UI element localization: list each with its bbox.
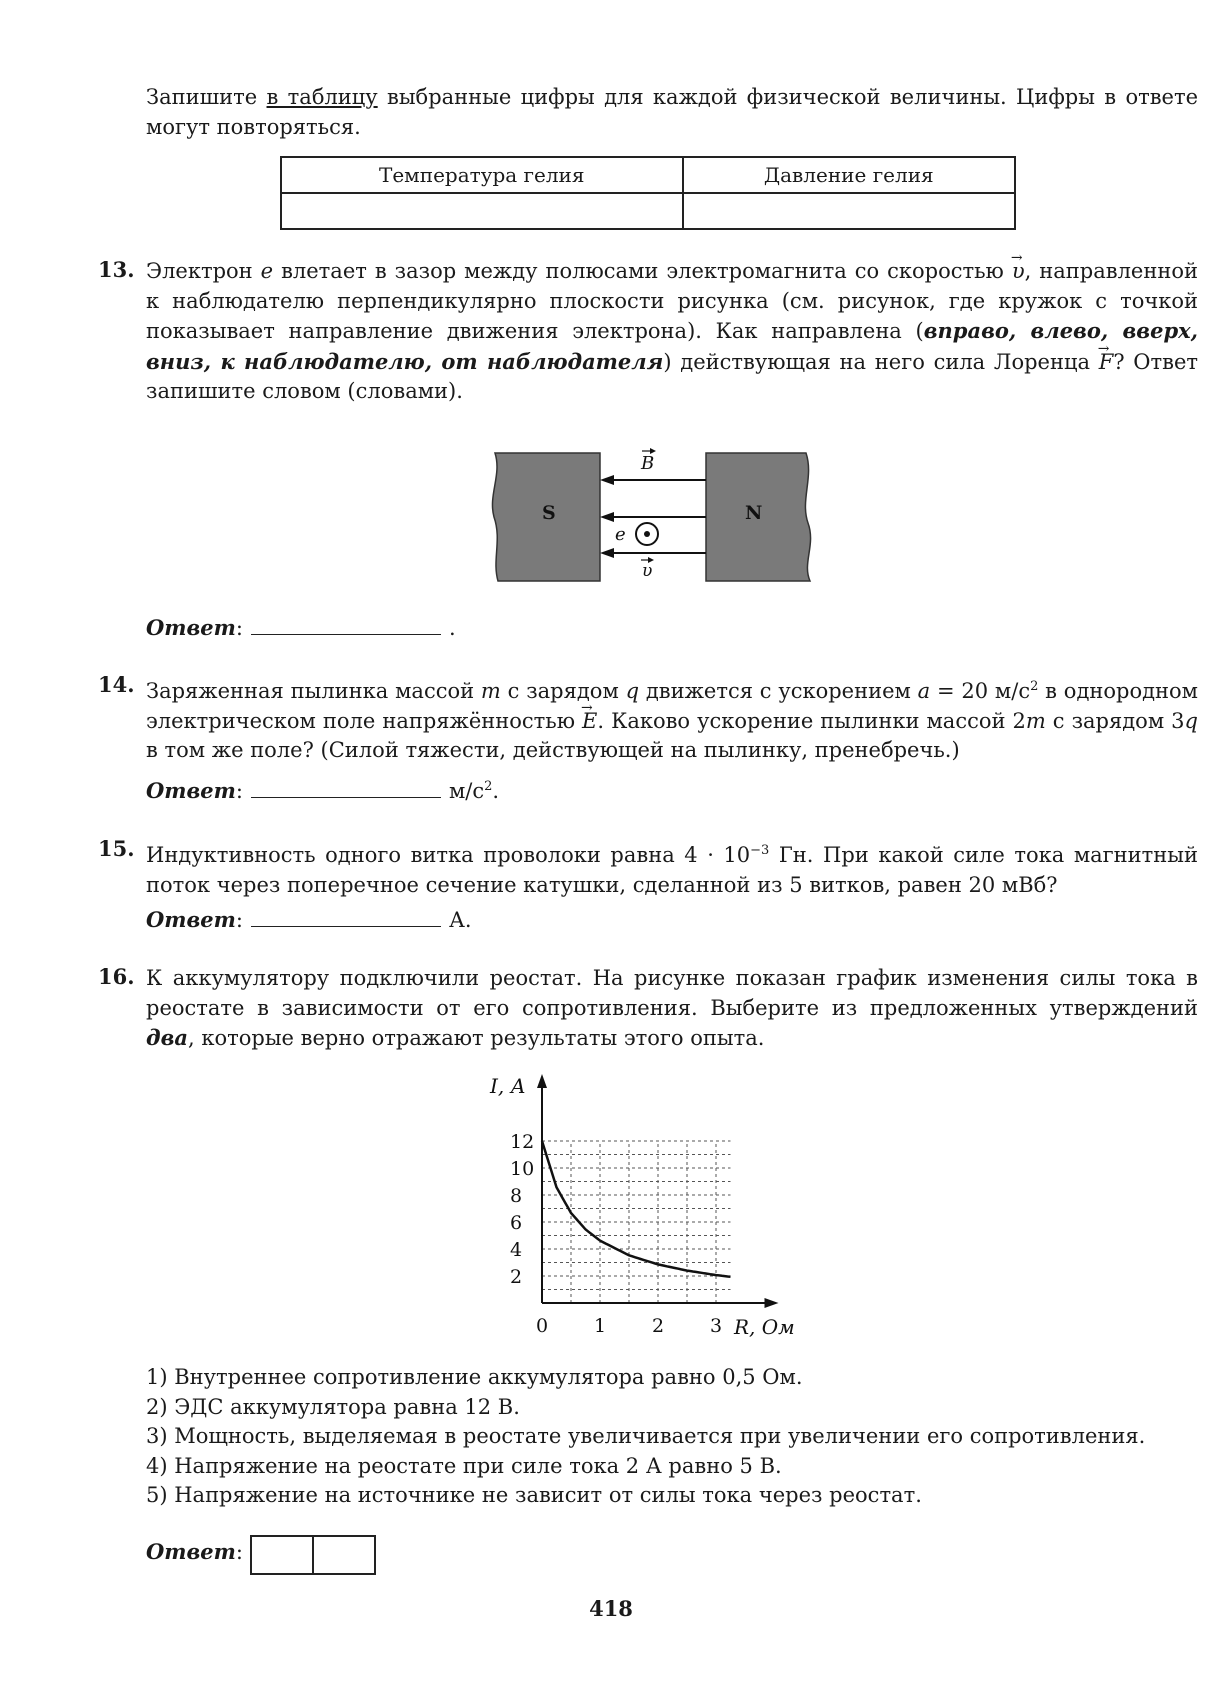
q15-answer-field[interactable]: [251, 906, 441, 927]
table-header-pressure: Давление гелия: [683, 157, 1015, 193]
field-b-label: B: [641, 453, 655, 474]
q16-option-1: 1) Внутреннее сопротивление аккумулятора равно 0,5 Ом.: [146, 1365, 803, 1389]
intro-text: Запишите в таблицу выбранные цифры для каждой физической величины. Цифры в ответе могут повторяться.: [146, 85, 1199, 139]
chart-grid: [542, 1141, 731, 1303]
q13-answer: Ответ: .: [146, 615, 456, 640]
q16-answer-box-1[interactable]: [250, 1535, 314, 1575]
chart-series-line: [542, 1141, 731, 1277]
x-axis-arrow: [765, 1298, 779, 1308]
pole-s-label: S: [542, 502, 556, 524]
electron-label: e: [615, 524, 626, 545]
q13-answer-field[interactable]: [251, 614, 441, 635]
q14-text: Заряженная пылинка массой m с зарядом q движется с ускорением a = 20 $м/с^2$ в однородном электрическом поле напряжённостью → E. Каково ускорение пылинки массой 2m с зарядом 3q в том же поле? (Силой тяжести, действующей на пылинку, пренебречь.): [146, 672, 1198, 766]
x-tick-label: 1: [594, 1315, 607, 1337]
table-header-temperature: Температура гелия: [281, 157, 683, 193]
q16-option-3: 3) Мощность, выделяемая в реостате увеличивается при увеличении его сопротивления.: [146, 1424, 1146, 1448]
q16-option-4: 4) Напряжение на реостате при силе тока 2 А равно 5 В.: [146, 1453, 782, 1478]
q16-chart: [480, 1070, 810, 1350]
q16-number: 16.: [98, 964, 135, 989]
y-tick-label: 4: [510, 1239, 523, 1261]
answer-table-12: [280, 156, 1016, 230]
table-cell-temperature[interactable]: [281, 193, 683, 229]
q16-answer-label: Ответ:: [146, 1539, 243, 1564]
velocity-label: υ: [642, 561, 653, 581]
q13-text: Электрон е влетает в зазор между полюсами электромагнита со скоростью → υ, направленной к наблюдателю перпендикулярно плоскости рисунка (см. рисунок, где кружок с точкой показывает направление движения электрона). Как направлена (вправо, влево, вверх, вниз, к наблюдателю, от наблюдателя) действующая на него сила Лоренца → F? Ответ запишите словом (словами).: [146, 257, 1198, 407]
q16-option-5: 5) Напряжение на источнике не зависит от силы тока через реостат.: [146, 1483, 922, 1507]
x-tick-label: 3: [710, 1315, 723, 1337]
chart-xlabel: R, Ом: [734, 1315, 795, 1339]
q16-answer-box-2[interactable]: [312, 1535, 376, 1575]
q13-number: 13.: [98, 257, 135, 282]
q13-figure: [490, 445, 820, 585]
q16-text: К аккумулятору подключили реостат. На рисунке показан график изменения силы тока в реостате в зависимости от его сопротивления. Выберите из предложенных утверждений два, которые верно отражают результаты этого опыта.: [146, 966, 1198, 1050]
page-number: 418: [589, 1596, 633, 1621]
y-tick-label: 10: [510, 1158, 535, 1180]
y-tick-label: 12: [510, 1131, 535, 1153]
y-tick-label: 2: [510, 1266, 523, 1288]
q14-answer: Ответ: $м/с^2$.: [146, 778, 500, 803]
x-tick-label: 2: [652, 1315, 665, 1337]
x-tick-label: 0: [536, 1315, 549, 1337]
y-tick-label: 6: [510, 1212, 523, 1234]
y-tick-label: 8: [510, 1185, 523, 1207]
table-cell-pressure[interactable]: [683, 193, 1015, 229]
field-arrowheads: [600, 475, 614, 558]
q15-number: 15.: [98, 836, 135, 861]
q15-text: Индуктивность одного витка проволоки равна $4 \cdot 10^{-3}$ Гн. При какой силе тока магнитный поток через поперечное сечение катушки, сделанной из 5 витков, равен 20 мВб?: [146, 843, 1198, 897]
chart-ylabel: I, А: [490, 1074, 526, 1098]
q15-answer: Ответ: А.: [146, 907, 472, 932]
q16-option-2: 2) ЭДС аккумулятора равна 12 В.: [146, 1394, 520, 1419]
q14-number: 14.: [98, 672, 135, 697]
y-axis-arrow: [537, 1074, 547, 1088]
q16-answer-boxes: [250, 1535, 374, 1575]
q14-answer-field[interactable]: [251, 777, 441, 798]
q16-options: [146, 1363, 1145, 1511]
pole-n-label: N: [745, 502, 763, 524]
